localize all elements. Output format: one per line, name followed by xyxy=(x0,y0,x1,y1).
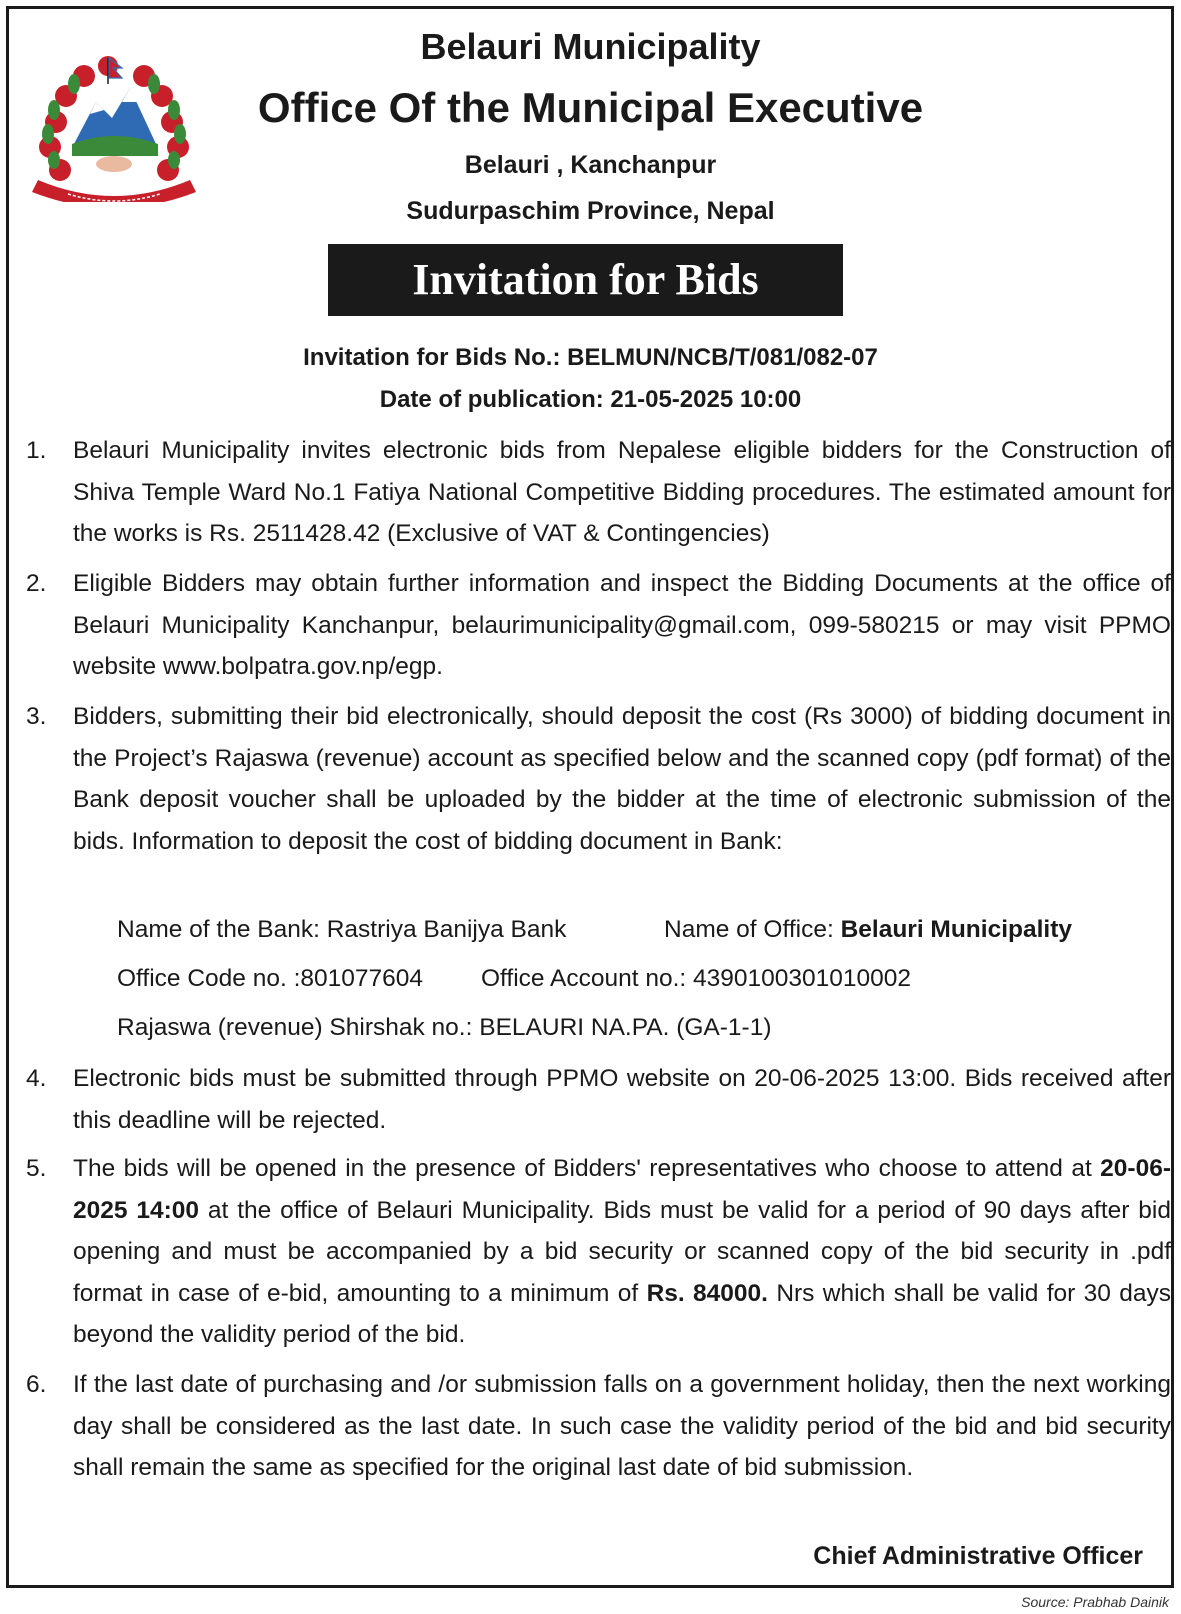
item-text: Eligible Bidders may obtain further information and inspect the Bidding Documents at the office of Belauri Municipality Kanchanpur, belaurimunicipality@gmail.com, 099-580215 or may visit PPMO website www.bolpatra.gov.np/egp. xyxy=(73,570,1171,680)
bid-opening-datetime: 20-06-2025 14:00 xyxy=(73,1155,1171,1224)
publication-date: Date of publication: 21-05-2025 10:00 xyxy=(379,386,802,413)
item-number: 1. xyxy=(26,437,47,464)
item-text: If the last date of purchasing and /or submission falls on a government holiday, then the next working day shall be considered as the last date. In such case the validity period of the bid and bid security shall remain the same as specified for the original last date of bid submission. xyxy=(73,1371,1171,1481)
office-name-line xyxy=(664,915,1072,945)
office-code: Office Code no. :801077604 xyxy=(117,965,424,992)
item-text: The bids will be opened in the presence of Bidders' representatives who choose to attend at 20-06-2025 14:00 at the office of Belauri Municipality. Bids must be valid for a period of 90 days after bid opening and must be accompanied by a bid security or scanned copy of the bid security in .pdf format in case of e-bid, amounting to a minimum of Rs. 84000. Nrs which shall be valid for 30 days beyond the validity period of the bid. xyxy=(73,1155,1172,1348)
account-number: Office Account no.: 4390100301010002 xyxy=(481,965,912,992)
item-number: 5. xyxy=(26,1155,47,1182)
source-credit: Source: Prabhab Dainik xyxy=(1021,1594,1169,1610)
office-title: Office Of the Municipal Executive xyxy=(257,84,924,131)
municipality-name: Belauri Municipality xyxy=(420,26,761,67)
address: Belauri , Kanchanpur xyxy=(464,151,717,179)
shirshak-number: Rajaswa (revenue) Shirshak no.: BELAURI NA.PA. (GA-1-1) xyxy=(117,1014,772,1041)
item-text: Belauri Municipality invites electronic bids from Nepalese eligible bidders for the Construction of Shiva Temple Ward No.1 Fatiya National Competitive Bidding procedures. The estimated amount for the works is Rs. 2511428.42 (Exclusive of VAT & Contingencies) xyxy=(73,437,1171,547)
item-number: 2. xyxy=(26,570,47,597)
notice-title-banner: Invitation for Bids xyxy=(328,244,843,316)
office-name-label: Name of Office: xyxy=(664,916,841,943)
bid-number: Invitation for Bids No.: BELMUN/NCB/T/081/082-07 xyxy=(303,344,878,371)
bid-security-amount: Rs. 84000. xyxy=(646,1279,768,1307)
office-name: Belauri Municipality xyxy=(840,916,1072,943)
item-number: 3. xyxy=(26,703,47,730)
bank-name: Name of the Bank: Rastriya Banijya Bank xyxy=(117,916,567,943)
item-number: 4. xyxy=(26,1065,47,1092)
signatory-title: Chief Administrative Officer xyxy=(813,1542,1143,1570)
item-number: 6. xyxy=(26,1371,47,1398)
province: Sudurpaschim Province, Nepal xyxy=(406,197,775,225)
item-text: Bidders, submitting their bid electronically, should deposit the cost (Rs 3000) of bidding document in the Project’s Rajaswa (revenue) account as specified below and the scanned copy (pdf format) of the Bank deposit voucher shall be uploaded by the bidder at the time of electronic submission of the bids. Information to deposit the cost of bidding document in Bank: xyxy=(73,703,1171,855)
item-text: Electronic bids must be submitted through PPMO website on 20-06-2025 13:00. Bids received after this deadline will be rejected. xyxy=(73,1065,1171,1134)
